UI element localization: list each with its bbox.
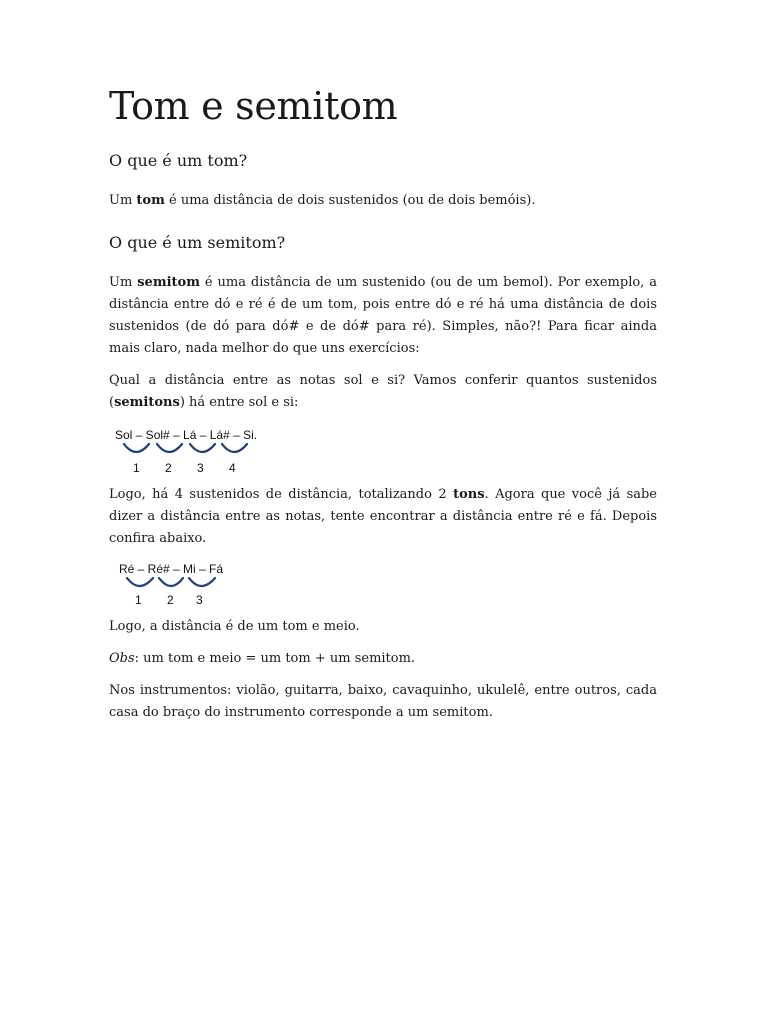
diagram-notes-label: Sol – Sol# – Lá – Lá# – Si.: [115, 428, 258, 442]
bold-term-semitons: semitons: [114, 395, 180, 410]
semitone-arc: [222, 444, 247, 452]
semitone-diagram-re-fa: [109, 560, 239, 608]
page-title: Tom e semitom: [109, 84, 398, 128]
text-run: . Agora que você já sabe dizer a distância entre as notas, tente encontrar a distância entre ré e fá. Depois confira abaixo.: [109, 487, 658, 546]
text-run: ) há entre sol e si:: [179, 395, 299, 410]
paragraph-tom-definition: [109, 190, 657, 212]
diagram-number: 1: [133, 461, 140, 475]
paragraph-semitom-definition: [109, 272, 657, 360]
paragraph-result-re-fa: Logo, a distância é de um tom e meio.: [109, 619, 360, 634]
text-run: : um tom e meio = um tom + um semitom.: [134, 651, 416, 666]
diagram-number: 4: [229, 461, 236, 475]
section-heading-tom: O que é um tom?: [109, 151, 248, 170]
bold-term-tons: tons: [453, 487, 485, 502]
italic-obs: Obs: [109, 651, 135, 666]
diagram-number: 2: [167, 593, 174, 607]
text-run: é uma distância de um sustenido (ou de um bemol). Por exemplo, a distância entre dó e ré é de um tom, pois entre dó e ré há uma distância de dois sustenidos (de dó para dó# e de dó# para ré). Simples, não?! Para ficar ainda mais claro, nada melhor do que uns exercícios:: [109, 275, 658, 356]
bold-term-semitom: semitom: [137, 275, 200, 290]
text-run: Um: [109, 193, 137, 208]
paragraph-question-sol-si: [109, 370, 657, 414]
diagram-number: 3: [196, 593, 203, 607]
semitone-arc: [159, 578, 183, 586]
semitone-arc: [124, 444, 149, 452]
document-content: [109, 82, 657, 734]
diagram-number: 1: [135, 593, 142, 607]
semitone-arc: [157, 444, 182, 452]
semitone-arc: [127, 578, 153, 586]
paragraph-observation: [109, 648, 657, 670]
diagram-number: 2: [165, 461, 172, 475]
text-run: Um: [109, 275, 138, 290]
text-run: é uma distância de dois sustenidos (ou de dois bemóis).: [164, 193, 536, 208]
text-run: Qual a distância entre as notas sol e si? Vamos conferir quantos sustenidos (: [109, 373, 657, 410]
diagram-notes-label: Ré – Ré# – Mi – Fá: [119, 562, 224, 576]
section-heading-semitom: O que é um semitom?: [109, 233, 286, 252]
diagram-number: 3: [197, 461, 204, 475]
semitone-arc: [190, 444, 215, 452]
text-run: Logo, há 4 sustenidos de distância, totalizando 2: [109, 487, 454, 502]
semitone-diagram-sol-si: [109, 424, 269, 476]
bold-term-tom: tom: [136, 193, 165, 208]
paragraph-result-sol-si: [109, 484, 657, 550]
paragraph-instruments: Nos instrumentos: violão, guitarra, baixo, cavaquinho, ukulelê, entre outros, cada casa do braço do instrumento corresponde a um semitom.: [109, 683, 657, 720]
semitone-arc: [189, 578, 215, 586]
